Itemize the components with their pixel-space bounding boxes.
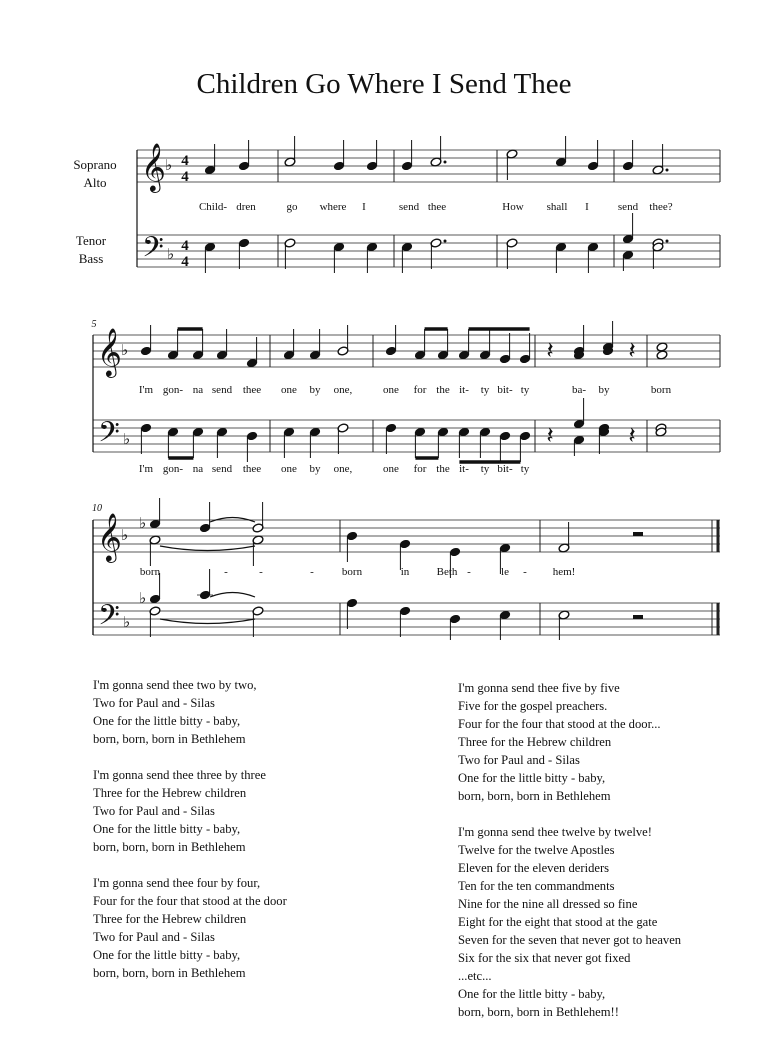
- dot: [666, 240, 669, 243]
- lyric: thee?: [649, 201, 673, 213]
- lyric: ba-: [571, 384, 587, 396]
- dot: [666, 169, 669, 172]
- lyric: Beth: [436, 566, 458, 578]
- note: [149, 498, 161, 529]
- lyric: -: [224, 566, 228, 578]
- verses-right-list: [458, 679, 681, 1021]
- treble-clef-icon: 𝄞: [97, 327, 122, 376]
- verse-line: Five for the gospel preachers.: [458, 699, 608, 713]
- verse-line: born, born, born in Bethlehem: [93, 732, 246, 746]
- note: [519, 333, 531, 364]
- lyric: shall: [546, 201, 568, 213]
- lyric: How: [502, 201, 524, 213]
- lyric: the: [436, 463, 450, 475]
- note: [652, 144, 668, 175]
- note: [656, 342, 668, 352]
- lyric: thee: [242, 463, 262, 475]
- lyric: born: [341, 566, 363, 578]
- verses-right-column: [458, 643, 681, 1039]
- verse-line: born, born, born in Bethlehem: [93, 840, 246, 854]
- note: [414, 427, 426, 458]
- note: [333, 242, 345, 273]
- note: [199, 502, 211, 533]
- lyric: bit-: [497, 384, 513, 396]
- note: [140, 423, 152, 454]
- verse-line: Three for the Hebrew children: [93, 786, 247, 800]
- verse-line: Two for Paul and - Silas: [93, 930, 215, 944]
- note: [366, 242, 378, 273]
- lyric: gon-: [162, 384, 184, 396]
- notehead: [656, 342, 668, 352]
- verse-line: Three for the Hebrew children: [93, 912, 247, 926]
- lyric: -: [467, 566, 471, 578]
- dot: [444, 161, 447, 164]
- lyric: send: [617, 201, 639, 213]
- note: [167, 427, 179, 458]
- note: [333, 140, 345, 171]
- note: [401, 140, 413, 171]
- note: [414, 329, 426, 360]
- lyric: one: [383, 463, 399, 475]
- verse-line: Four for the four that stood at the door: [93, 894, 287, 908]
- lyric: dren: [236, 201, 256, 213]
- verses-left-column: [93, 640, 287, 1000]
- verse-line: I'm gonna send thee five by five: [458, 681, 620, 695]
- key-flat-icon: ♭: [121, 526, 129, 544]
- note: [479, 329, 491, 360]
- note: [238, 238, 250, 269]
- stanza-gap: [458, 805, 681, 823]
- lyric: send: [211, 384, 233, 396]
- lyric: by: [309, 463, 321, 475]
- quarter-rest-icon: 𝄽: [628, 336, 636, 364]
- lyric: ty: [480, 463, 490, 475]
- lyric: by: [309, 384, 321, 396]
- lyric: one,: [333, 384, 353, 396]
- note: [499, 610, 511, 640]
- dot: [444, 240, 447, 243]
- lyric: born: [139, 566, 161, 578]
- lyric: -: [310, 566, 314, 578]
- note: [204, 144, 216, 175]
- lyric: -: [523, 566, 527, 578]
- time-signature-top: 4: [181, 153, 189, 169]
- time-signature-bottom: 4: [181, 169, 189, 185]
- lyric: le: [501, 566, 509, 578]
- note: [458, 427, 470, 458]
- quarter-rest-icon: 𝄽: [546, 421, 554, 449]
- verse-line: Eleven for the eleven deriders: [458, 861, 610, 875]
- note: [216, 427, 228, 458]
- note: [167, 329, 179, 360]
- note: [140, 325, 152, 356]
- note: [558, 610, 570, 640]
- note: [284, 136, 296, 167]
- lyric: born: [650, 384, 672, 396]
- note: [573, 435, 585, 456]
- lyric: na: [192, 463, 204, 475]
- key-flat-icon: ♭: [167, 245, 175, 263]
- note-flat-icon: ♭: [139, 589, 147, 607]
- lyric: for: [413, 463, 427, 475]
- note: [204, 242, 216, 273]
- note: [149, 606, 161, 637]
- notehead: [656, 350, 668, 360]
- note: [622, 213, 634, 244]
- note: [401, 242, 413, 273]
- lyric: I: [585, 201, 589, 213]
- note: [385, 325, 397, 356]
- tie: [210, 593, 255, 598]
- note: [437, 427, 449, 458]
- lyric: gon-: [162, 463, 184, 475]
- note: [309, 329, 321, 360]
- part-label-soprano: Soprano: [73, 157, 117, 172]
- lyric: -: [259, 566, 263, 578]
- note: [430, 136, 446, 167]
- note: [430, 238, 446, 269]
- verse-line: ...etc...: [458, 969, 492, 983]
- note: [309, 427, 321, 458]
- part-label-bass: Bass: [78, 251, 104, 266]
- note: [385, 423, 397, 454]
- note: [252, 535, 264, 566]
- note: [283, 329, 295, 360]
- verse-line: One for the little bitty - baby,: [93, 714, 241, 728]
- note: [149, 535, 161, 566]
- verse-line: Four for the four that stood at the door...: [458, 717, 661, 731]
- staff-soprano-alto: [93, 335, 720, 367]
- key-flat-icon: ♭: [121, 341, 129, 359]
- lyric: by: [598, 384, 610, 396]
- note: [252, 606, 264, 637]
- part-label-alto: Alto: [83, 175, 107, 190]
- verse-line: Six for the six that never got fixed: [458, 951, 631, 965]
- song-title: Children Go Where I Send Thee: [196, 68, 572, 100]
- note: [622, 250, 634, 271]
- note: [555, 136, 567, 167]
- key-flat-icon: ♭: [165, 156, 173, 174]
- note: [437, 329, 449, 360]
- measure-number: 5: [91, 319, 97, 330]
- note: [252, 502, 264, 533]
- lyric: it-: [459, 384, 469, 396]
- verse-line: One for the little bitty - baby,: [458, 771, 606, 785]
- staff-tenor-bass: [93, 420, 720, 452]
- bass-clef-icon: 𝄢: [98, 599, 120, 639]
- verse-line: born, born, born in Bethlehem: [458, 789, 611, 803]
- lyric: thee: [427, 201, 447, 213]
- lyric: bit-: [497, 463, 513, 475]
- note: [346, 531, 358, 562]
- note: [192, 329, 204, 360]
- note: [246, 431, 258, 462]
- lyric: go: [286, 201, 298, 213]
- verse-line: Two for Paul and - Silas: [458, 753, 580, 767]
- lyric: na: [192, 384, 204, 396]
- verses-left-list: [93, 676, 287, 982]
- verse-line: One for the little bitty - baby,: [93, 822, 241, 836]
- key-flat-icon: ♭: [123, 613, 131, 631]
- verse-line: I'm gonna send thee twelve by twelve!: [458, 825, 652, 839]
- lyric: ty: [520, 463, 530, 475]
- note: [555, 242, 567, 273]
- note: [499, 431, 511, 462]
- note-flat-icon: ♭: [139, 514, 147, 532]
- note: [366, 140, 378, 171]
- measure-number: 10: [92, 503, 102, 514]
- part-label-tenor: Tenor: [75, 233, 107, 248]
- stanza-gap: [93, 856, 287, 874]
- lyric: ty: [520, 384, 530, 396]
- note: [622, 140, 634, 171]
- note: [238, 140, 250, 171]
- lyric: I'm: [138, 384, 154, 396]
- lyric: one: [383, 384, 399, 396]
- verse-line: Nine for the nine all dressed so fine: [458, 897, 638, 911]
- lyric: hem!: [552, 566, 576, 578]
- lyric: I'm: [138, 463, 154, 475]
- verse-line: I'm gonna send thee three by three: [93, 768, 266, 782]
- note: [519, 431, 531, 462]
- note: [506, 238, 518, 269]
- tie: [160, 546, 255, 551]
- time-signature-top: 4: [181, 238, 189, 254]
- note: [499, 333, 511, 364]
- half-rest-icon: [633, 532, 643, 536]
- lyric: thee: [242, 384, 262, 396]
- note: [479, 427, 491, 458]
- quarter-rest-icon: 𝄽: [628, 421, 636, 449]
- note: [284, 238, 296, 269]
- treble-clef-icon: 𝄞: [97, 512, 122, 561]
- note: [197, 569, 213, 600]
- note: [346, 598, 358, 629]
- verse-line: Three for the Hebrew children: [458, 735, 612, 749]
- note: [216, 329, 228, 360]
- note: [458, 329, 470, 360]
- lyric: send: [398, 201, 420, 213]
- quarter-rest-icon: 𝄽: [546, 336, 554, 364]
- verse-line: Twelve for the twelve Apostles: [458, 843, 615, 857]
- note: [506, 149, 518, 180]
- lyric: one: [281, 384, 297, 396]
- note: [587, 242, 599, 273]
- verse-line: Two for Paul and - Silas: [93, 696, 215, 710]
- lyric: one,: [333, 463, 353, 475]
- lyric: for: [413, 384, 427, 396]
- lyric: it-: [459, 463, 469, 475]
- verse-line: born, born, born in Bethlehem!!: [458, 1005, 619, 1019]
- stanza-gap: [93, 748, 287, 766]
- lyric: where: [319, 201, 347, 213]
- lyric: ty: [480, 384, 490, 396]
- verse-line: Two for Paul and - Silas: [93, 804, 215, 818]
- verse-line: One for the little bitty - baby,: [458, 987, 606, 1001]
- note: [283, 427, 295, 458]
- key-flat-icon: ♭: [123, 430, 131, 448]
- bass-clef-icon: 𝄢: [142, 231, 164, 271]
- note: [656, 350, 668, 360]
- tie: [160, 619, 255, 624]
- lyric: the: [436, 384, 450, 396]
- lyric: one: [281, 463, 297, 475]
- note: [573, 398, 585, 429]
- treble-clef-icon: 𝄞: [141, 142, 166, 191]
- lyric: in: [400, 566, 410, 578]
- note: [558, 522, 570, 553]
- note: [337, 325, 349, 356]
- verse-line: Ten for the ten commandments: [458, 879, 615, 893]
- note: [337, 423, 349, 454]
- verse-line: One for the little bitty - baby,: [93, 948, 241, 962]
- note: [587, 140, 599, 171]
- note: [399, 606, 411, 637]
- time-signature-bottom: 4: [181, 254, 189, 270]
- verse-line: born, born, born in Bethlehem: [93, 966, 246, 980]
- note: [598, 423, 610, 454]
- verse-line: I'm gonna send thee four by four,: [93, 876, 261, 890]
- note: [652, 238, 668, 269]
- half-rest-icon: [633, 615, 643, 619]
- verse-line: Seven for the seven that never got to heaven: [458, 933, 682, 947]
- verse-line: I'm gonna send thee two by two,: [93, 678, 257, 692]
- bass-clef-icon: 𝄢: [98, 416, 120, 456]
- score-root: [92, 136, 721, 640]
- verse-line: Eight for the eight that stood at the gate: [458, 915, 658, 929]
- lyric: Child-: [198, 201, 228, 213]
- lyric: I: [362, 201, 366, 213]
- note: [246, 337, 258, 368]
- lyric: send: [211, 463, 233, 475]
- note: [192, 427, 204, 458]
